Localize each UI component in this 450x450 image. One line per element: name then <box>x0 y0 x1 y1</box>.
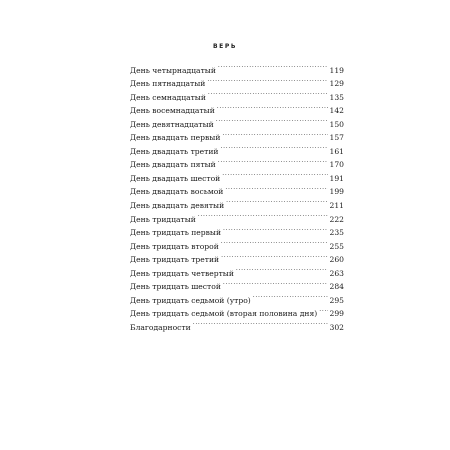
toc-entry-title: День тридцать первый <box>130 228 222 238</box>
toc-leader-dots <box>207 73 327 87</box>
toc-entry-title: День тридцать шестой <box>130 282 221 292</box>
toc-leader-dots <box>198 208 328 222</box>
toc-entry-title: День тридцатый <box>130 214 196 224</box>
toc-entry-page: 295 <box>329 295 344 305</box>
toc-entry-title: День тридцать третий <box>130 255 220 265</box>
toc-entry-title: День тридцать седьмой (вторая половина дня) <box>130 309 318 319</box>
toc-entry-page: 235 <box>329 228 344 238</box>
toc-leader-dots <box>222 127 327 141</box>
toc-entry-page: 150 <box>329 119 344 129</box>
toc-entry-title: День восемнадцатый <box>130 106 215 116</box>
toc-entry-title: Благодарности <box>130 322 191 332</box>
toc-entry-page: 129 <box>329 79 344 89</box>
toc-entry-page: 255 <box>329 241 344 251</box>
toc-leader-dots <box>221 249 327 263</box>
toc-entry-page: 170 <box>329 160 344 170</box>
toc-entry-title: День двадцать пятый <box>130 160 216 170</box>
toc-leader-dots <box>225 181 327 195</box>
table-of-contents <box>130 59 344 330</box>
toc-entry-page: 299 <box>329 309 344 319</box>
toc-leader-dots <box>236 262 328 276</box>
toc-entry-page: 260 <box>329 255 344 265</box>
toc-entry-title: День двадцать первый <box>130 133 221 143</box>
toc-leader-dots <box>208 86 328 100</box>
toc-leader-dots <box>218 154 328 168</box>
toc-entry-page: 222 <box>329 214 344 224</box>
toc-leader-dots <box>193 316 328 330</box>
toc-entry-title: День тридцать второй <box>130 241 219 251</box>
toc-leader-dots <box>217 100 328 114</box>
toc-entry-page: 284 <box>329 282 344 292</box>
toc-entry-page: 135 <box>329 92 344 102</box>
toc-leader-dots <box>221 235 328 249</box>
toc-leader-dots <box>319 303 327 317</box>
toc-entry-title: День двадцать шестой <box>130 173 221 183</box>
toc-leader-dots <box>218 59 328 73</box>
toc-entry-title: День двадцать восьмой <box>130 187 224 197</box>
toc-entry-title: День девятнадцатый <box>130 119 214 129</box>
toc-entry-title: День четырнадцатый <box>130 65 216 75</box>
toc-entry-page: 119 <box>329 65 344 75</box>
toc-entry-page: 302 <box>329 322 344 332</box>
toc-entry-title: День пятнадцатый <box>130 79 206 89</box>
toc-leader-dots <box>223 222 327 236</box>
toc-leader-dots <box>220 140 327 154</box>
toc-entry-page: 161 <box>329 146 344 156</box>
toc-leader-dots <box>223 276 328 290</box>
toc-entry-page: 199 <box>329 187 344 197</box>
toc-entry-title: День тридцать четвертый <box>130 268 234 278</box>
toc-entry <box>130 59 344 73</box>
toc-entry-page: 263 <box>329 268 344 278</box>
toc-leader-dots <box>226 194 327 208</box>
toc-entry-page: 191 <box>329 173 344 183</box>
toc-entry-title: День двадцать третий <box>130 146 219 156</box>
toc-entry-title: День тридцать седьмой (утро) <box>130 295 251 305</box>
running-title: ВЕРЬ <box>212 43 238 50</box>
toc-leader-dots <box>222 167 327 181</box>
toc-leader-dots <box>253 289 328 303</box>
toc-entry-page: 142 <box>329 106 344 116</box>
toc-entry-page: 157 <box>329 133 344 143</box>
toc-leader-dots <box>216 113 328 127</box>
toc-entry-title: День двадцать девятый <box>130 201 225 211</box>
toc-entry-title: День семнадцатый <box>130 92 206 102</box>
toc-entry-page: 211 <box>329 201 344 211</box>
